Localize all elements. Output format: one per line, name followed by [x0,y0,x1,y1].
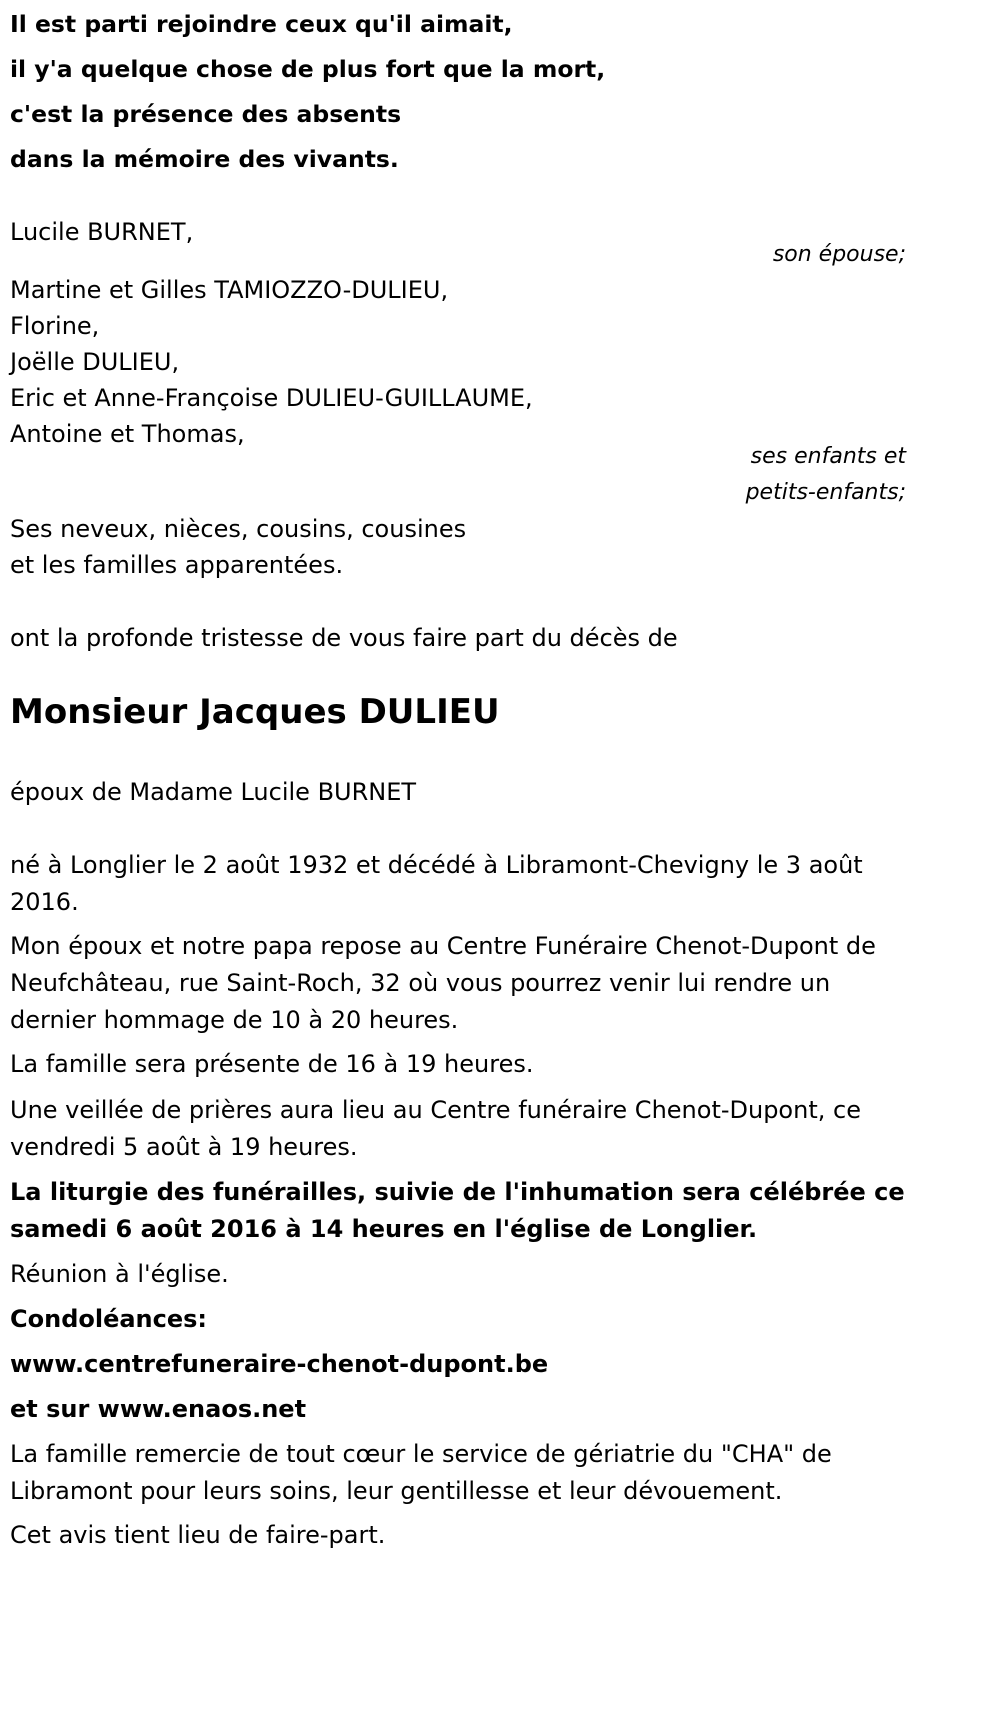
relatives-block [10,511,905,583]
deceased-relation: époux de Madame Lucile BURNET [10,778,417,806]
child-name: Joëlle DULIEU, [10,348,180,376]
opening-quote [10,2,905,182]
deceased-name: Monsieur Jacques DULIEU [10,692,500,732]
children-role-line2: petits-enfants; [745,480,906,505]
rest-paragraph: Mon époux et notre papa repose au Centre Funéraire Chenot-Dupont de Neufchâteau, rue Saint-Roch, 32 où vous pourrez venir lui rendre un dernier hommage de 10 à 20 heures. [10,932,876,1034]
children-role-line1: ses enfants et [750,444,906,469]
child-name: Florine, [10,312,100,340]
liturgy-paragraph: La liturgie des funérailles, suivie de l'inhumation sera célébrée ce samedi 6 août 2016 à 14 heures en l'église de Longlier. [10,1178,905,1243]
quote-line: Il est parti rejoindre ceux qu'il aimait, [10,10,513,38]
quote-line: il y'a quelque chose de plus fort que la mort, [10,55,606,83]
child-name: Antoine et Thomas, [10,420,245,448]
birth-death-paragraph: né à Longlier le 2 août 1932 et décédé à Libramont-Chevigny le 3 août 2016. [10,851,863,916]
condolences-enaos-link[interactable]: et sur www.enaos.net [10,1395,307,1423]
condolences-label: Condoléances: [10,1305,208,1333]
meeting-paragraph: Réunion à l'église. [10,1260,229,1288]
relatives-line: Ses neveux, nièces, cousins, cousines [10,515,467,543]
child-name: Eric et Anne-Françoise DULIEU-GUILLAUME, [10,384,533,412]
children-block [10,272,905,512]
announcement [10,620,905,656]
announcement-text: ont la profonde tristesse de vous faire part du décès de [10,624,678,652]
quote-line: c'est la présence des absents [10,100,402,128]
notice-paragraph: Cet avis tient lieu de faire-part. [10,1521,386,1549]
child-name: Martine et Gilles TAMIOZZO-DULIEU, [10,276,449,304]
quote-line: dans la mémoire des vivants. [10,145,399,173]
spouse-name: Lucile BURNET, [10,218,194,246]
deceased-name-block [10,690,905,734]
thanks-paragraph: La famille remercie de tout cœur le service de gériatrie du "CHA" de Libramont pour leurs soins, leur gentillesse et leur dévouement. [10,1440,832,1505]
family-presence-paragraph: La famille sera présente de 16 à 19 heures. [10,1050,534,1078]
deceased-relation-block [10,774,905,810]
relatives-line: et les familles apparentées. [10,551,344,579]
spouse-role: son épouse; [772,242,906,267]
vigil-paragraph: Une veillée de prières aura lieu au Centre funéraire Chenot-Dupont, ce vendredi 5 août à 19 heures. [10,1096,861,1161]
condolences-site-link[interactable]: www.centrefuneraire-chenot-dupont.be [10,1350,549,1378]
